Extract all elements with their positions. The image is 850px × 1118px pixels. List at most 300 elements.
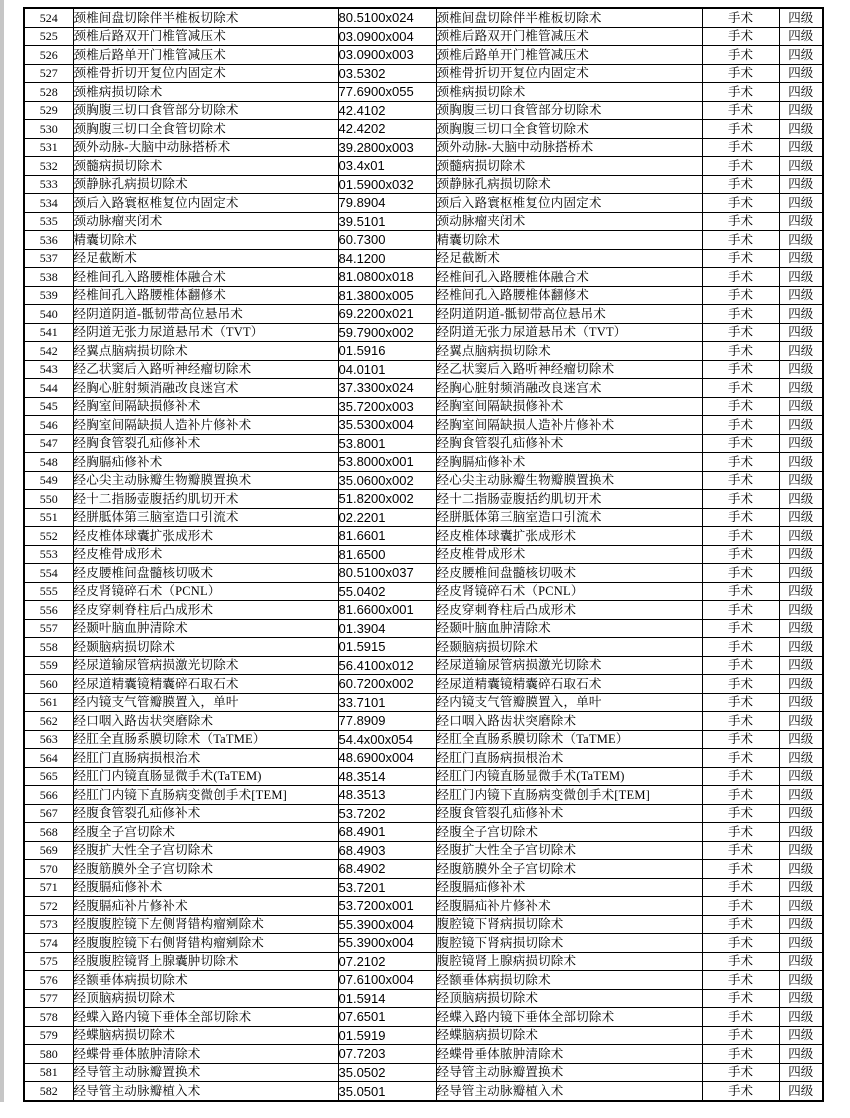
cell-code: 04.0101 xyxy=(338,360,436,379)
cell-level: 四级 xyxy=(779,749,823,768)
cell-name2: 经阴道阴道-骶韧带高位悬吊术 xyxy=(436,305,702,324)
cell-code: 35.0600x002 xyxy=(338,471,436,490)
cell-name: 经胼胝体第三脑室造口引流术 xyxy=(73,508,338,527)
cell-name2: 经胸心脏射频消融改良迷宫术 xyxy=(436,379,702,398)
cell-category: 手术 xyxy=(702,823,779,842)
cell-code: 79.8904 xyxy=(338,194,436,213)
cell-name2: 经腹筋膜外全子宫切除术 xyxy=(436,860,702,879)
cell-seq: 573 xyxy=(24,915,73,934)
cell-code: 54.4x00x054 xyxy=(338,730,436,749)
cell-seq: 565 xyxy=(24,767,73,786)
cell-seq: 533 xyxy=(24,175,73,194)
cell-name2: 经导管主动脉瓣植入术 xyxy=(436,1082,702,1101)
cell-name: 颈椎后路双开门椎管减压术 xyxy=(73,27,338,46)
cell-level: 四级 xyxy=(779,971,823,990)
cell-level: 四级 xyxy=(779,841,823,860)
cell-seq: 548 xyxy=(24,453,73,472)
table-row xyxy=(24,989,823,1008)
cell-name2: 经十二指肠壶腹括约肌切开术 xyxy=(436,490,702,509)
cell-category: 手术 xyxy=(702,730,779,749)
cell-name2: 颈椎病损切除术 xyxy=(436,83,702,102)
table-row xyxy=(24,878,823,897)
cell-level: 四级 xyxy=(779,897,823,916)
cell-category: 手术 xyxy=(702,490,779,509)
cell-seq: 542 xyxy=(24,342,73,361)
table-row xyxy=(24,212,823,231)
cell-name2: 颈静脉孔病损切除术 xyxy=(436,175,702,194)
cell-name2: 经皮椎体球囊扩张成形术 xyxy=(436,527,702,546)
cell-category: 手术 xyxy=(702,8,779,27)
cell-category: 手术 xyxy=(702,1026,779,1045)
cell-name2: 经胸食管裂孔疝修补术 xyxy=(436,434,702,453)
cell-seq: 526 xyxy=(24,46,73,65)
cell-code: 03.0900x003 xyxy=(338,46,436,65)
cell-name2: 经皮椎骨成形术 xyxy=(436,545,702,564)
cell-code: 69.2200x021 xyxy=(338,305,436,324)
cell-category: 手术 xyxy=(702,786,779,805)
cell-seq: 537 xyxy=(24,249,73,268)
cell-category: 手术 xyxy=(702,1063,779,1082)
cell-code: 80.5100x037 xyxy=(338,564,436,583)
table-row xyxy=(24,194,823,213)
cell-code: 53.7202 xyxy=(338,804,436,823)
table-row xyxy=(24,545,823,564)
cell-name2: 经皮腰椎间盘髓核切吸术 xyxy=(436,564,702,583)
cell-name: 经蝶入路内镜下垂体全部切除术 xyxy=(73,1008,338,1027)
cell-level: 四级 xyxy=(779,730,823,749)
cell-level: 四级 xyxy=(779,638,823,657)
table-row xyxy=(24,693,823,712)
cell-name2: 经顶脑病损切除术 xyxy=(436,989,702,1008)
cell-name: 经椎间孔入路腰椎体翻修术 xyxy=(73,286,338,305)
cell-seq: 528 xyxy=(24,83,73,102)
cell-level: 四级 xyxy=(779,286,823,305)
cell-name: 颈外动脉-大脑中动脉搭桥术 xyxy=(73,138,338,157)
cell-seq: 532 xyxy=(24,157,73,176)
cell-level: 四级 xyxy=(779,212,823,231)
cell-name: 精囊切除术 xyxy=(73,231,338,250)
cell-name2: 颈椎间盘切除伴半椎板切除术 xyxy=(436,8,702,27)
cell-name2: 腹腔镜下肾病损切除术 xyxy=(436,915,702,934)
cell-name2: 经导管主动脉瓣置换术 xyxy=(436,1063,702,1082)
cell-name: 经腹膈疝修补术 xyxy=(73,878,338,897)
cell-seq: 576 xyxy=(24,971,73,990)
cell-category: 手术 xyxy=(702,83,779,102)
cell-code: 81.6600x001 xyxy=(338,601,436,620)
cell-level: 四级 xyxy=(779,490,823,509)
cell-name: 颈动脉瘤夹闭术 xyxy=(73,212,338,231)
cell-code: 39.2800x003 xyxy=(338,138,436,157)
cell-seq: 558 xyxy=(24,638,73,657)
cell-level: 四级 xyxy=(779,860,823,879)
table-row xyxy=(24,342,823,361)
cell-category: 手术 xyxy=(702,564,779,583)
cell-category: 手术 xyxy=(702,231,779,250)
cell-name: 颈椎间盘切除伴半椎板切除术 xyxy=(73,8,338,27)
table-row xyxy=(24,286,823,305)
table-row xyxy=(24,1082,823,1101)
cell-level: 四级 xyxy=(779,1045,823,1064)
cell-category: 手术 xyxy=(702,638,779,657)
table-row xyxy=(24,1045,823,1064)
cell-level: 四级 xyxy=(779,656,823,675)
cell-code: 53.7200x001 xyxy=(338,897,436,916)
table-row xyxy=(24,175,823,194)
cell-level: 四级 xyxy=(779,1026,823,1045)
cell-seq: 580 xyxy=(24,1045,73,1064)
cell-name: 经额垂体病损切除术 xyxy=(73,971,338,990)
cell-code: 53.7201 xyxy=(338,878,436,897)
cell-category: 手术 xyxy=(702,601,779,620)
cell-seq: 570 xyxy=(24,860,73,879)
cell-level: 四级 xyxy=(779,1063,823,1082)
cell-level: 四级 xyxy=(779,379,823,398)
cell-name2: 颈胸腹三切口全食管切除术 xyxy=(436,120,702,139)
cell-code: 81.6500 xyxy=(338,545,436,564)
cell-name2: 经蝶入路内镜下垂体全部切除术 xyxy=(436,1008,702,1027)
table-row xyxy=(24,860,823,879)
cell-seq: 566 xyxy=(24,786,73,805)
cell-category: 手术 xyxy=(702,656,779,675)
cell-seq: 527 xyxy=(24,64,73,83)
table-row xyxy=(24,416,823,435)
cell-name: 经肛全直肠系膜切除术（TaTME） xyxy=(73,730,338,749)
table-row xyxy=(24,249,823,268)
cell-name2: 颈胸腹三切口食管部分切除术 xyxy=(436,101,702,120)
cell-code: 35.7200x003 xyxy=(338,397,436,416)
cell-category: 手术 xyxy=(702,527,779,546)
cell-category: 手术 xyxy=(702,712,779,731)
table-row xyxy=(24,101,823,120)
cell-category: 手术 xyxy=(702,860,779,879)
cell-name2: 颈椎后路双开门椎管减压术 xyxy=(436,27,702,46)
cell-name2: 经皮肾镜碎石术（PCNL） xyxy=(436,582,702,601)
cell-name: 颈椎病损切除术 xyxy=(73,83,338,102)
cell-category: 手术 xyxy=(702,952,779,971)
cell-level: 四级 xyxy=(779,434,823,453)
cell-name: 经皮腰椎间盘髓核切吸术 xyxy=(73,564,338,583)
cell-seq: 529 xyxy=(24,101,73,120)
cell-category: 手术 xyxy=(702,120,779,139)
cell-category: 手术 xyxy=(702,434,779,453)
cell-name2: 经足截断术 xyxy=(436,249,702,268)
cell-seq: 559 xyxy=(24,656,73,675)
cell-level: 四级 xyxy=(779,601,823,620)
cell-code: 81.0800x018 xyxy=(338,268,436,287)
cell-level: 四级 xyxy=(779,305,823,324)
cell-seq: 563 xyxy=(24,730,73,749)
cell-seq: 525 xyxy=(24,27,73,46)
cell-name2: 经颞叶脑血肿清除术 xyxy=(436,619,702,638)
cell-code: 55.3900x004 xyxy=(338,934,436,953)
cell-category: 手术 xyxy=(702,249,779,268)
table-row xyxy=(24,749,823,768)
cell-level: 四级 xyxy=(779,915,823,934)
cell-name: 颈椎后路单开门椎管减压术 xyxy=(73,46,338,65)
cell-seq: 524 xyxy=(24,8,73,27)
cell-seq: 562 xyxy=(24,712,73,731)
cell-name2: 经蝶脑病损切除术 xyxy=(436,1026,702,1045)
cell-category: 手术 xyxy=(702,471,779,490)
cell-code: 01.5915 xyxy=(338,638,436,657)
cell-name: 颈椎骨折切开复位内固定术 xyxy=(73,64,338,83)
cell-name2: 经胸膈疝修补术 xyxy=(436,453,702,472)
cell-level: 四级 xyxy=(779,397,823,416)
cell-code: 03.0900x004 xyxy=(338,27,436,46)
cell-seq: 561 xyxy=(24,693,73,712)
table-row xyxy=(24,786,823,805)
cell-category: 手术 xyxy=(702,416,779,435)
cell-level: 四级 xyxy=(779,471,823,490)
cell-code: 60.7200x002 xyxy=(338,675,436,694)
cell-code: 53.8000x001 xyxy=(338,453,436,472)
cell-seq: 550 xyxy=(24,490,73,509)
table-row xyxy=(24,712,823,731)
table-row xyxy=(24,1063,823,1082)
table-row xyxy=(24,601,823,620)
cell-name2: 经腹扩大性全子宫切除术 xyxy=(436,841,702,860)
cell-level: 四级 xyxy=(779,582,823,601)
cell-seq: 556 xyxy=(24,601,73,620)
cell-code: 07.7203 xyxy=(338,1045,436,1064)
cell-name: 经皮椎骨成形术 xyxy=(73,545,338,564)
table-row xyxy=(24,323,823,342)
cell-category: 手术 xyxy=(702,841,779,860)
cell-name: 经颞叶脑血肿清除术 xyxy=(73,619,338,638)
table-row xyxy=(24,434,823,453)
cell-level: 四级 xyxy=(779,786,823,805)
cell-name: 经腹膈疝补片修补术 xyxy=(73,897,338,916)
cell-name2: 经口咽入路齿状突磨除术 xyxy=(436,712,702,731)
cell-seq: 535 xyxy=(24,212,73,231)
cell-code: 55.0402 xyxy=(338,582,436,601)
cell-level: 四级 xyxy=(779,693,823,712)
table-row xyxy=(24,120,823,139)
cell-seq: 557 xyxy=(24,619,73,638)
cell-level: 四级 xyxy=(779,342,823,361)
cell-level: 四级 xyxy=(779,767,823,786)
cell-name: 经口咽入路齿状突磨除术 xyxy=(73,712,338,731)
table-row xyxy=(24,527,823,546)
table-row xyxy=(24,564,823,583)
cell-name: 经皮穿刺脊柱后凸成形术 xyxy=(73,601,338,620)
cell-name: 颈髓病损切除术 xyxy=(73,157,338,176)
cell-name: 经肛门直肠病损根治术 xyxy=(73,749,338,768)
cell-name: 经皮肾镜碎石术（PCNL） xyxy=(73,582,338,601)
table-row xyxy=(24,268,823,287)
cell-category: 手术 xyxy=(702,693,779,712)
cell-level: 四级 xyxy=(779,360,823,379)
cell-name: 经顶脑病损切除术 xyxy=(73,989,338,1008)
cell-name2: 经椎间孔入路腰椎体融合术 xyxy=(436,268,702,287)
cell-name: 经腹扩大性全子宫切除术 xyxy=(73,841,338,860)
cell-name: 经颞脑病损切除术 xyxy=(73,638,338,657)
cell-name: 经心尖主动脉瓣生物瓣膜置换术 xyxy=(73,471,338,490)
table-row xyxy=(24,934,823,953)
table-row xyxy=(24,582,823,601)
cell-category: 手术 xyxy=(702,545,779,564)
cell-code: 48.3513 xyxy=(338,786,436,805)
cell-level: 四级 xyxy=(779,194,823,213)
cell-name: 经腹筋膜外全子宫切除术 xyxy=(73,860,338,879)
table-row xyxy=(24,64,823,83)
cell-name2: 腹腔镜肾上腺病损切除术 xyxy=(436,952,702,971)
cell-code: 07.2102 xyxy=(338,952,436,971)
cell-level: 四级 xyxy=(779,952,823,971)
cell-name: 经椎间孔入路腰椎体融合术 xyxy=(73,268,338,287)
cell-seq: 571 xyxy=(24,878,73,897)
table-row xyxy=(24,638,823,657)
cell-seq: 577 xyxy=(24,989,73,1008)
cell-name2: 颈椎后路单开门椎管减压术 xyxy=(436,46,702,65)
table-row xyxy=(24,841,823,860)
cell-name2: 经内镜支气管瓣膜置入，单叶 xyxy=(436,693,702,712)
table-row xyxy=(24,231,823,250)
cell-name2: 经尿道输尿管病损激光切除术 xyxy=(436,656,702,675)
cell-seq: 539 xyxy=(24,286,73,305)
table-row xyxy=(24,952,823,971)
cell-level: 四级 xyxy=(779,323,823,342)
cell-name: 经皮椎体球囊扩张成形术 xyxy=(73,527,338,546)
cell-name2: 经肛门内镜直肠显微手术(TaTEM) xyxy=(436,767,702,786)
cell-category: 手术 xyxy=(702,46,779,65)
cell-code: 81.3800x005 xyxy=(338,286,436,305)
cell-level: 四级 xyxy=(779,83,823,102)
cell-level: 四级 xyxy=(779,934,823,953)
cell-code: 77.6900x055 xyxy=(338,83,436,102)
cell-code: 07.6100x004 xyxy=(338,971,436,990)
cell-name: 经胸膈疝修补术 xyxy=(73,453,338,472)
cell-name2: 经肛门内镜下直肠病变微创手术[TEM] xyxy=(436,786,702,805)
cell-level: 四级 xyxy=(779,619,823,638)
cell-name2: 经心尖主动脉瓣生物瓣膜置换术 xyxy=(436,471,702,490)
cell-seq: 569 xyxy=(24,841,73,860)
cell-category: 手术 xyxy=(702,27,779,46)
cell-name2: 经肛门直肠病损根治术 xyxy=(436,749,702,768)
cell-seq: 540 xyxy=(24,305,73,324)
cell-name: 经胸室间隔缺损人造补片修补术 xyxy=(73,416,338,435)
cell-level: 四级 xyxy=(779,1008,823,1027)
cell-name: 经胸食管裂孔疝修补术 xyxy=(73,434,338,453)
table-row xyxy=(24,83,823,102)
cell-code: 53.8001 xyxy=(338,434,436,453)
cell-name: 经翼点脑病损切除术 xyxy=(73,342,338,361)
cell-code: 35.5300x004 xyxy=(338,416,436,435)
table-row xyxy=(24,971,823,990)
cell-category: 手术 xyxy=(702,175,779,194)
cell-name2: 经皮穿刺脊柱后凸成形术 xyxy=(436,601,702,620)
cell-code: 33.7101 xyxy=(338,693,436,712)
cell-code: 35.0501 xyxy=(338,1082,436,1101)
table-row xyxy=(24,1008,823,1027)
cell-name2: 颈动脉瘤夹闭术 xyxy=(436,212,702,231)
table-row xyxy=(24,27,823,46)
table-row xyxy=(24,823,823,842)
cell-seq: 554 xyxy=(24,564,73,583)
cell-seq: 552 xyxy=(24,527,73,546)
cell-seq: 545 xyxy=(24,397,73,416)
cell-seq: 546 xyxy=(24,416,73,435)
cell-level: 四级 xyxy=(779,564,823,583)
cell-category: 手术 xyxy=(702,286,779,305)
cell-seq: 547 xyxy=(24,434,73,453)
table-row xyxy=(24,915,823,934)
cell-name: 经十二指肠壶腹括约肌切开术 xyxy=(73,490,338,509)
cell-category: 手术 xyxy=(702,323,779,342)
cell-seq: 581 xyxy=(24,1063,73,1082)
cell-name2: 颈椎骨折切开复位内固定术 xyxy=(436,64,702,83)
cell-seq: 538 xyxy=(24,268,73,287)
cell-name2: 经腹膈疝补片修补术 xyxy=(436,897,702,916)
cell-category: 手术 xyxy=(702,1008,779,1027)
cell-category: 手术 xyxy=(702,379,779,398)
cell-name: 经阴道无张力尿道悬吊术（TVT） xyxy=(73,323,338,342)
cell-code: 03.5302 xyxy=(338,64,436,83)
cell-level: 四级 xyxy=(779,416,823,435)
table-row xyxy=(24,619,823,638)
cell-category: 手术 xyxy=(702,453,779,472)
cell-category: 手术 xyxy=(702,767,779,786)
cell-name: 经导管主动脉瓣植入术 xyxy=(73,1082,338,1101)
cell-code: 01.3904 xyxy=(338,619,436,638)
procedure-table-body xyxy=(24,8,823,1101)
cell-name: 经阴道阴道-骶韧带高位悬吊术 xyxy=(73,305,338,324)
cell-code: 59.7900x002 xyxy=(338,323,436,342)
table-row xyxy=(24,46,823,65)
cell-code: 01.5916 xyxy=(338,342,436,361)
cell-seq: 560 xyxy=(24,675,73,694)
cell-code: 60.7300 xyxy=(338,231,436,250)
cell-name: 经尿道精囊镜精囊碎石取石术 xyxy=(73,675,338,694)
cell-name: 经腹食管裂孔疝修补术 xyxy=(73,804,338,823)
cell-level: 四级 xyxy=(779,989,823,1008)
cell-seq: 574 xyxy=(24,934,73,953)
cell-level: 四级 xyxy=(779,27,823,46)
table-row xyxy=(24,360,823,379)
cell-code: 01.5919 xyxy=(338,1026,436,1045)
cell-category: 手术 xyxy=(702,194,779,213)
cell-seq: 549 xyxy=(24,471,73,490)
cell-name2: 经腹食管裂孔疝修补术 xyxy=(436,804,702,823)
cell-code: 42.4102 xyxy=(338,101,436,120)
cell-seq: 536 xyxy=(24,231,73,250)
cell-name: 颈胸腹三切口食管部分切除术 xyxy=(73,101,338,120)
cell-name2: 颈外动脉-大脑中动脉搭桥术 xyxy=(436,138,702,157)
cell-seq: 551 xyxy=(24,508,73,527)
table-row xyxy=(24,1026,823,1045)
cell-category: 手术 xyxy=(702,360,779,379)
cell-category: 手术 xyxy=(702,989,779,1008)
cell-name: 经蝶骨垂体脓肿清除术 xyxy=(73,1045,338,1064)
procedure-table xyxy=(23,7,824,1102)
cell-category: 手术 xyxy=(702,1045,779,1064)
cell-seq: 568 xyxy=(24,823,73,842)
cell-code: 80.5100x024 xyxy=(338,8,436,27)
cell-name: 经腹腹腔镜下左侧肾错构瘤剜除术 xyxy=(73,915,338,934)
cell-level: 四级 xyxy=(779,878,823,897)
cell-level: 四级 xyxy=(779,545,823,564)
cell-code: 37.3300x024 xyxy=(338,379,436,398)
cell-code: 01.5914 xyxy=(338,989,436,1008)
cell-seq: 531 xyxy=(24,138,73,157)
cell-code: 03.4x01 xyxy=(338,157,436,176)
cell-name2: 经尿道精囊镜精囊碎石取石术 xyxy=(436,675,702,694)
table-row xyxy=(24,508,823,527)
cell-seq: 544 xyxy=(24,379,73,398)
cell-code: 07.6501 xyxy=(338,1008,436,1027)
cell-code: 51.8200x002 xyxy=(338,490,436,509)
cell-seq: 572 xyxy=(24,897,73,916)
